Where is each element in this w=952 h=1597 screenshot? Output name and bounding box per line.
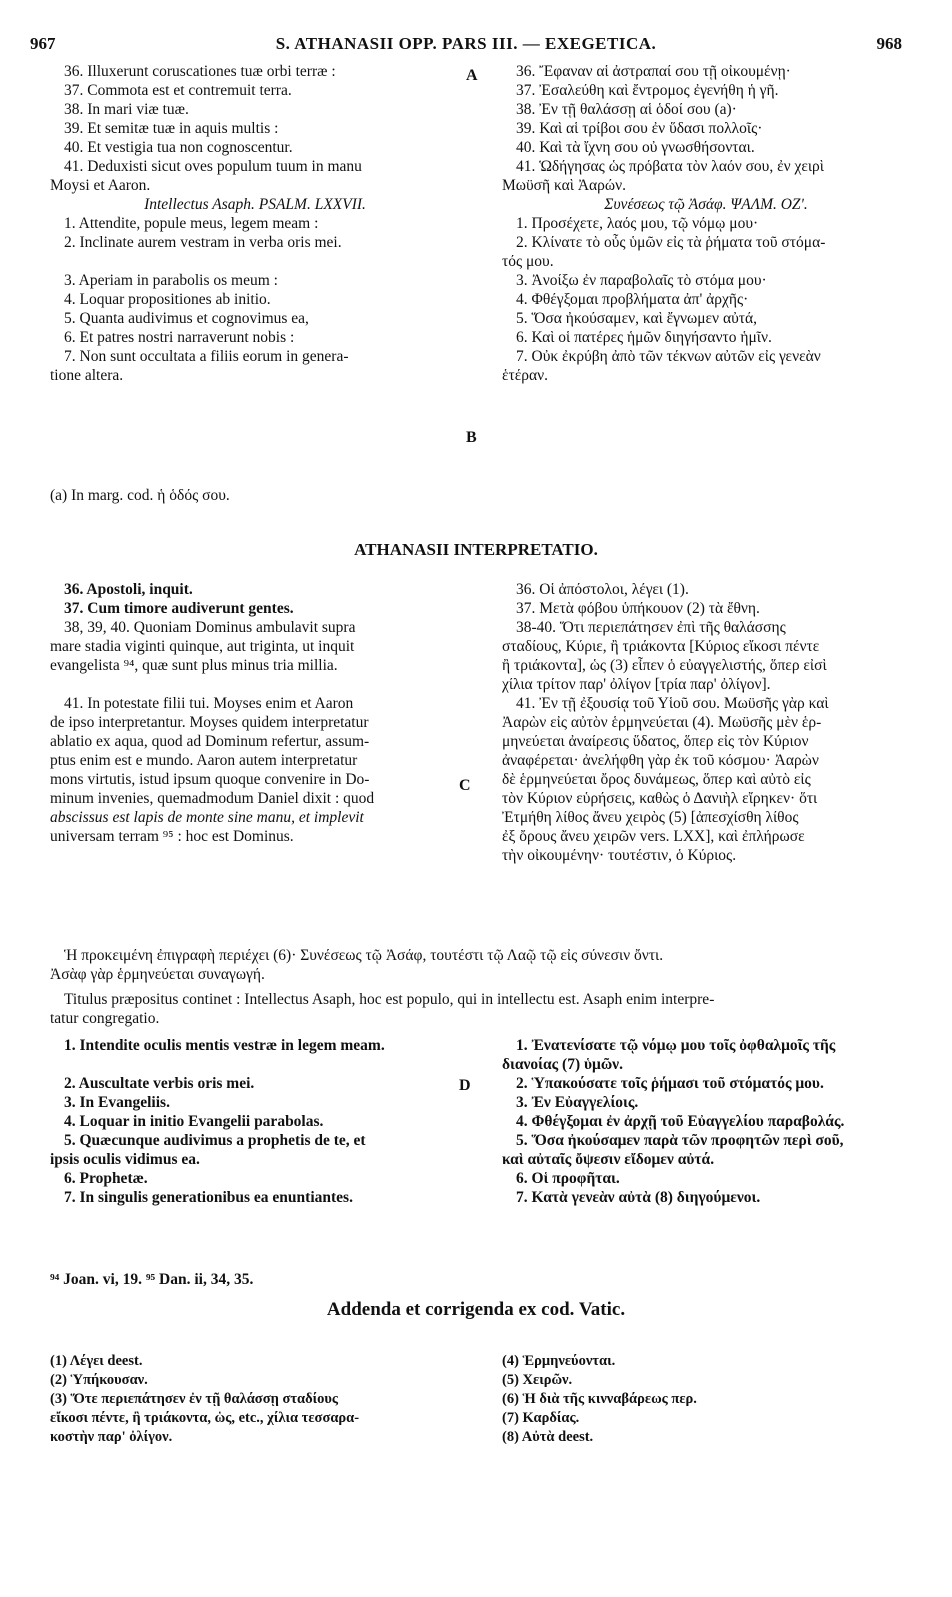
greek-paraphrase: 7. Κατὰ γενεὰν αὐτὰ (8) διηγούμενοι. <box>516 1189 761 1206</box>
latin-verse: 3. Aperiam in parabolis os meum : <box>64 272 278 289</box>
latin-verse-cont: tione altera. <box>50 367 124 384</box>
titulus-greek-line: Ἀσὰφ γὰρ ἑρμηνεύεται συναγωγή. <box>50 966 265 983</box>
block1-greek <box>502 62 910 385</box>
latin-comment: 41. In potestate filii tui. Moyses enim et Aaron <box>64 695 354 712</box>
block2-latin <box>50 580 460 846</box>
greek-comment: 37. Μετὰ φόβου ὑπήκουον (2) τὰ ἔθνη. <box>516 600 760 617</box>
latin-verse: 40. Et vestigia tua non cognoscentur. <box>64 139 293 156</box>
greek-verse-cont: Μωϋσῆ καὶ Ἀαρών. <box>502 177 626 194</box>
greek-verse: 40. Καὶ τὰ ἴχνη σου οὐ γνωσθήσονται. <box>516 139 755 156</box>
latin-comment-cont: ablatio ex aqua, quod ad Dominum refertur, assum- <box>50 733 370 750</box>
greek-paraphrase: 1. Ἐνατενίσατε τῷ νόμῳ μου τοῖς ὀφθαλμοῖς τῆς <box>516 1037 836 1054</box>
greek-paraphrase: 6. Οἱ προφῆται. <box>516 1170 620 1187</box>
greek-paraphrase-cont: διανοίας (7) ὑμῶν. <box>502 1056 623 1073</box>
margin-letter-c: C <box>459 777 471 794</box>
latin-comment: 37. Cum timore audiverunt gentes. <box>64 600 294 617</box>
greek-verse: 5. Ὅσα ἠκούσαμεν, καὶ ἔγνωμεν αὐτά, <box>516 310 757 327</box>
spacer <box>50 675 460 694</box>
greek-verse: 36. Ἔφαναν αἱ ἀστραπαί σου τῇ οἰκουμένῃ· <box>516 63 791 80</box>
greek-verse-cont: τός μου. <box>502 253 554 270</box>
latin-comment: 36. Apostoli, inquit. <box>64 581 193 598</box>
addenda-note: (8) Αὐτὰ deest. <box>502 1429 594 1445</box>
greek-verse: 4. Φθέγξομαι προβλήματα ἀπ' ἀρχῆς· <box>516 291 749 308</box>
greek-verse: 6. Καὶ οἱ πατέρες ἡμῶν διηγήσαντο ἡμῖν. <box>516 329 772 346</box>
latin-comment-cont: abscissus est lapis de monte sine manu, et implevit <box>50 809 364 826</box>
addenda-note: (1) Λέγει deest. <box>50 1353 143 1369</box>
greek-comment-cont: ἐξ ὄρους ἄνευ χειρῶν vers. LXX], καὶ ἐπλήρωσε <box>502 828 805 845</box>
spacer <box>50 1055 460 1074</box>
latin-verse: 6. Et patres nostri narraverunt nobis : <box>64 329 295 346</box>
addenda-note: (7) Καρδίας. <box>502 1410 580 1426</box>
addenda-title: Addenda et corrigenda ex cod. Vatic. <box>326 1299 626 1320</box>
greek-paraphrase: 4. Φθέγξομαι ἐν ἀρχῇ τοῦ Εὐαγγελίου παραβολάς. <box>516 1113 845 1130</box>
latin-comment-cont: mons virtutis, istud ipsum quoque convenire in Do- <box>50 771 370 788</box>
titulus-latin-line: tatur congregatio. <box>50 1010 160 1027</box>
latin-verse: 36. Illuxerunt coruscationes tuæ orbi terræ : <box>64 63 336 80</box>
greek-comment: 38-40. Ὅτι περιεπάτησεν ἐπὶ τῆς θαλάσσης <box>516 619 786 636</box>
block3-greek <box>502 1036 910 1207</box>
greek-comment-cont: σταδίους, Κύριε, ἢ τριάκοντα [Κύριος εἴκοσι πέντε <box>502 638 820 655</box>
greek-comment-cont: τὴν οἰκουμένην· τουτέστιν, ὁ Κύριος. <box>502 847 737 864</box>
latin-paraphrase: 7. In singulis generationibus ea enuntiantes. <box>64 1189 353 1206</box>
latin-comment-cont: ptus enim est e mundo. Aaron autem interpretatur <box>50 752 358 769</box>
latin-comment-cont: mare stadia viginti quinque, aut triginta, ut inquit <box>50 638 355 655</box>
block2-greek <box>502 580 910 865</box>
page-number-right: 968 <box>876 34 902 53</box>
titulus-latin-line: Titulus præpositus continet : Intellectus Asaph, hoc est populo, qui in intellectu est. Asaph enim interpre- <box>64 991 715 1008</box>
latin-paraphrase-cont: ipsis oculis vidimus ea. <box>50 1151 200 1168</box>
margin-letter-a: A <box>466 67 478 84</box>
latin-verse: 7. Non sunt occultata a filiis eorum in genera- <box>64 348 349 365</box>
greek-comment-cont: Ἀαρὼν εἰς αὐτὸν ἑρμηνεύεται (4). Μωϋσῆς μὲν ἑρ- <box>502 714 822 731</box>
latin-paraphrase: 5. Quæcunque audivimus a prophetis de te, et <box>64 1132 366 1149</box>
greek-verse: 38. Ἐν τῇ θαλάσσῃ αἱ ὁδοί σου (a)· <box>516 101 737 118</box>
greek-paraphrase: 3. Ἐν Εὐαγγελίοις. <box>516 1094 639 1111</box>
block1-latin <box>50 62 460 385</box>
latin-paraphrase: 1. Intendite oculis mentis vestræ in legem meam. <box>64 1037 385 1054</box>
greek-verse-cont: ἑτέραν. <box>502 367 548 384</box>
greek-verse: 1. Προσέχετε, λαός μου, τῷ νόμῳ μου· <box>516 215 759 232</box>
greek-verse: 7. Οὐκ ἐκρύβη ἀπὸ τῶν τέκνων αὐτῶν εἰς γενεὰν <box>516 348 821 365</box>
latin-comment-cont: universam terram ⁹⁵ : hoc est Dominus. <box>50 828 294 845</box>
latin-verse: 2. Inclinate aurem vestram in verba oris mei. <box>64 234 342 251</box>
running-header <box>30 34 902 56</box>
latin-paraphrase: 3. In Evangeliis. <box>64 1094 170 1111</box>
latin-verse: 37. Commota est et contremuit terra. <box>64 82 292 99</box>
greek-verse: 41. Ὡδήγησας ὡς πρόβατα τὸν λαόν σου, ἐν χειρὶ <box>516 158 824 175</box>
greek-comment-cont: μηνεύεται ἀναίρεσις ὕδατος, ὅπερ εἰς τὸν Κύριον <box>502 733 809 750</box>
greek-comment-cont: δὲ ἑρμηνεύεται ὄρος δυνάμεως, ὅπερ καὶ αὐτὸ εἰς <box>502 771 811 788</box>
latin-comment: 38, 39, 40. Quoniam Dominus ambulavit supra <box>64 619 356 636</box>
page-number-left: 967 <box>30 34 56 53</box>
greek-verse: 39. Καὶ αἱ τρίβοι σου ἐν ὕδασι πολλοῖς· <box>516 120 763 137</box>
greek-paraphrase: 2. Ὑπακούσατε τοῖς ῥήμασι τοῦ στόματός μου. <box>516 1075 824 1092</box>
latin-paraphrase: 6. Prophetæ. <box>64 1170 148 1187</box>
latin-verse: 41. Deduxisti sicut oves populum tuum in manu <box>64 158 362 175</box>
greek-comment-cont: Ἐτμήθη λίθος ἄνευ χειρὸς (5) [ἀπεσχίσθη λίθος <box>502 809 799 826</box>
margin-letter-d: D <box>459 1077 471 1094</box>
greek-comment-cont: ἀναφέρεται· ἀνελήφθη γὰρ ἐκ τοῦ κόσμου· Ἀαρὼν <box>502 752 819 769</box>
latin-verse: 1. Attendite, popule meus, legem meam : <box>64 215 319 232</box>
latin-verse: 5. Quanta audivimus et cognovimus ea, <box>64 310 309 327</box>
latin-verse: 4. Loquar propositiones ab initio. <box>64 291 271 308</box>
psalm-title-greek: Συνέσεως τῷ Ἀσάφ. ΨΑΛΜ. ΟΖʹ. <box>604 196 808 213</box>
latin-verse: 39. Et semitæ tuæ in aquis multis : <box>64 120 279 137</box>
addenda-note: (4) Ἑρμηνεύονται. <box>502 1353 616 1369</box>
greek-verse: 37. Ἐσαλεύθη καὶ ἔντρομος ἐγενήθη ἡ γῆ. <box>516 82 779 99</box>
greek-comment-cont: ἢ τριάκοντα], ὡς (3) εἶπεν ὁ εὐαγγελιστής, ὅπερ εἰσὶ <box>502 657 827 674</box>
greek-comment-cont: τὸν Κύριον εὑρήσεις, καθὼς ὁ Δανιὴλ εἴρηκεν· ὅτι <box>502 790 818 807</box>
psalm-title-latin: Intellectus Asaph. PSALM. LXXVII. <box>144 196 366 213</box>
interpretatio-title: ATHANASII INTERPRETATIO. <box>354 540 598 559</box>
latin-paraphrase: 2. Auscultate verbis oris mei. <box>64 1075 255 1092</box>
titulus-greek <box>50 946 910 984</box>
latin-paraphrase: 4. Loquar in initio Evangelii parabolas. <box>64 1113 324 1130</box>
latin-verse-cont: Moysi et Aaron. <box>50 177 151 194</box>
titulus-latin <box>50 990 910 1028</box>
latin-comment-cont: minum invenies, quemadmodum Daniel dixit : quod <box>50 790 375 807</box>
latin-comment-cont: de ipso interpretantur. Moyses quidem interpretatur <box>50 714 369 731</box>
greek-comment-cont: χίλια τρίτον παρ' ὀλίγον [τρία παρ' ὀλίγον]. <box>502 676 771 693</box>
addenda-note: (6) Ἡ διὰ τῆς κινναβάρεως περ. <box>502 1391 697 1407</box>
greek-paraphrase-cont: καὶ αὐταῖς ὄψεσιν εἴδομεν αὐτά. <box>502 1151 715 1168</box>
addenda-note-cont: εἴκοσι πέντε, ἢ τριάκοντα, ὡς, etc., χίλια τεσσαρα- <box>50 1410 360 1426</box>
block3-latin <box>50 1036 460 1207</box>
latin-verse: 38. In mari viæ tuæ. <box>64 101 189 118</box>
addenda-note: (2) Ὑπήκουσαν. <box>50 1372 148 1388</box>
greek-verse: 2. Κλίνατε τὸ οὖς ὑμῶν εἰς τὰ ῥήματα τοῦ στόμα- <box>516 234 826 251</box>
titulus-greek-line: Ἡ προκειμένη ἐπιγραφὴ περιέχει (6)· Συνέσεως τῷ Ἀσάφ, τουτέστι τῷ Λαῷ τῷ εἰς σύνεσιν ὄντι. <box>64 947 664 964</box>
greek-paraphrase: 5. Ὅσα ἠκούσαμεν παρὰ τῶν προφητῶν περὶ σοῦ, <box>516 1132 844 1149</box>
scripture-references: ⁹⁴ Joan. vi, 19. ⁹⁵ Dan. ii, 34, 35. <box>50 1271 254 1288</box>
greek-comment: 36. Οἱ ἀπόστολοι, λέγει (1). <box>516 581 689 598</box>
running-title: S. ATHANASII OPP. PARS III. — EXEGETICA. <box>275 34 657 53</box>
addenda-right <box>502 1352 910 1447</box>
footnote-a: (a) In marg. cod. ἡ ὁδός σου. <box>50 487 230 504</box>
addenda-note: (5) Χειρῶν. <box>502 1372 573 1388</box>
addenda-note-cont: κοστὴν παρ' ὀλίγον. <box>50 1429 173 1445</box>
addenda-note: (3) Ὅτε περιεπάτησεν ἐν τῇ θαλάσσῃ σταδίους <box>50 1391 339 1407</box>
latin-comment-cont: evangelista ⁹⁴, quæ sunt plus minus tria millia. <box>50 657 338 674</box>
spacer <box>50 252 460 271</box>
greek-verse: 3. Ἀνοίξω ἐν παραβολαῖς τὸ στόμα μου· <box>516 272 767 289</box>
greek-comment: 41. Ἐν τῇ ἐξουσίᾳ τοῦ Υἱοῦ σου. Μωϋσῆς γὰρ καὶ <box>516 695 829 712</box>
margin-letter-b: B <box>466 429 477 446</box>
addenda-left <box>50 1352 460 1447</box>
